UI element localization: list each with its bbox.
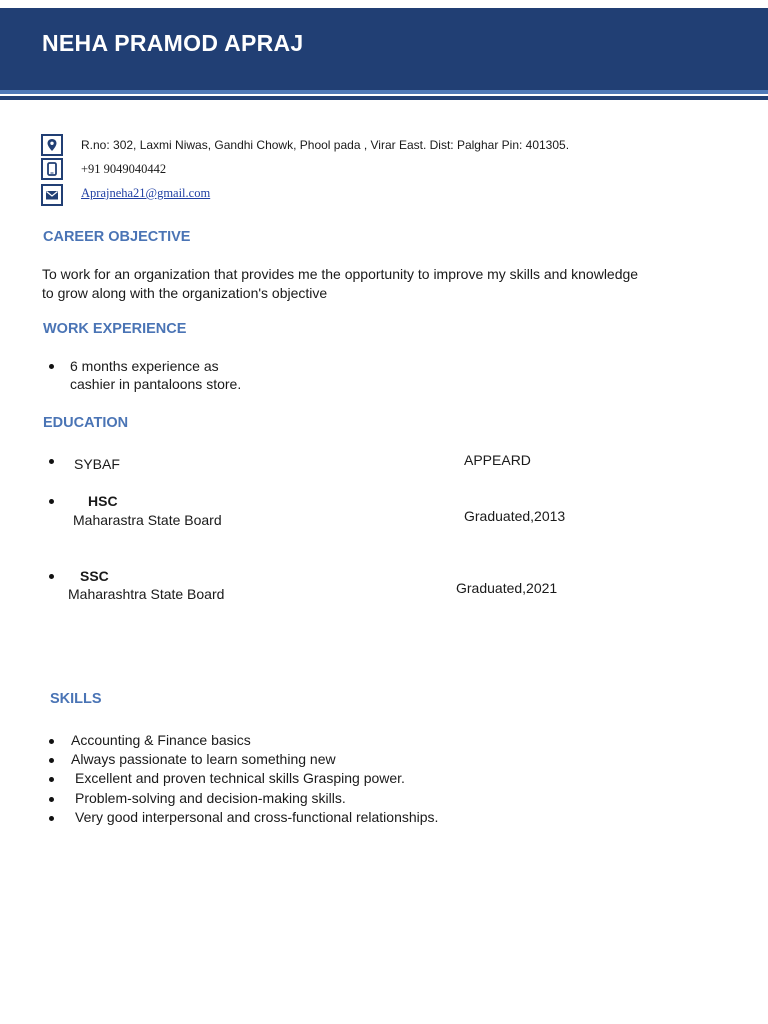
header-rule-dark (0, 96, 768, 100)
header-rule-light (0, 90, 768, 94)
bullet-icon (49, 758, 54, 763)
education-degree-hsc: HSC (88, 493, 118, 509)
work-experience-heading: WORK EXPERIENCE (43, 321, 187, 337)
education-degree-ssc: SSC (80, 568, 109, 584)
bullet-icon (49, 777, 54, 782)
skill-item: Excellent and proven technical skills Grasping power. (75, 770, 405, 786)
email-link[interactable]: Aprajneha21@gmail.com (81, 186, 211, 200)
header-banner (0, 8, 768, 90)
phone-text: +91 9049040442 (81, 162, 167, 176)
education-heading: EDUCATION (43, 415, 129, 431)
bullet-icon (49, 574, 54, 579)
bullet-icon (49, 797, 54, 802)
phone-icon (41, 158, 63, 180)
career-objective-heading: CAREER OBJECTIVE (43, 229, 191, 245)
bullet-icon (49, 364, 54, 369)
career-objective-line-1: To work for an organization that provides me the opportunity to improve my skills and knowledge (42, 266, 639, 282)
candidate-name: NEHA PRAMOD APRAJ (42, 30, 304, 56)
contact-phone-row (41, 158, 341, 180)
education-status-ssc: Graduated,2021 (456, 580, 558, 596)
bullet-icon (49, 499, 54, 504)
education-board-hsc: Maharastra State Board (73, 512, 222, 528)
skill-item: Problem-solving and decision-making skills. (75, 790, 346, 806)
location-pin-icon (41, 134, 63, 156)
contact-address-row (41, 134, 641, 156)
education-status-hsc: Graduated,2013 (464, 508, 566, 524)
education-degree-sybaf: SYBAF (74, 456, 120, 472)
mail-icon (41, 184, 63, 206)
education-status-sybaf: APPEARD (464, 452, 531, 468)
work-item-line-2: cashier in pantaloons store. (70, 376, 242, 392)
bullet-icon (49, 816, 54, 821)
skills-heading: SKILLS (50, 691, 102, 707)
address-text: R.no: 302, Laxmi Niwas, Gandhi Chowk, Phool pada , Virar East. Dist: Palghar Pin: 401305. (81, 138, 570, 152)
bullet-icon (49, 459, 54, 464)
contact-email-row (41, 184, 341, 206)
education-board-ssc: Maharashtra State Board (68, 586, 225, 602)
skill-item: Accounting & Finance basics (71, 732, 251, 748)
work-item-line-1: 6 months experience as (70, 358, 219, 374)
bullet-icon (49, 739, 54, 744)
career-objective-line-2: to grow along with the organization's objective (42, 285, 328, 301)
skill-item: Very good interpersonal and cross-functional relationships. (75, 809, 439, 825)
skill-item: Always passionate to learn something new (71, 751, 336, 767)
